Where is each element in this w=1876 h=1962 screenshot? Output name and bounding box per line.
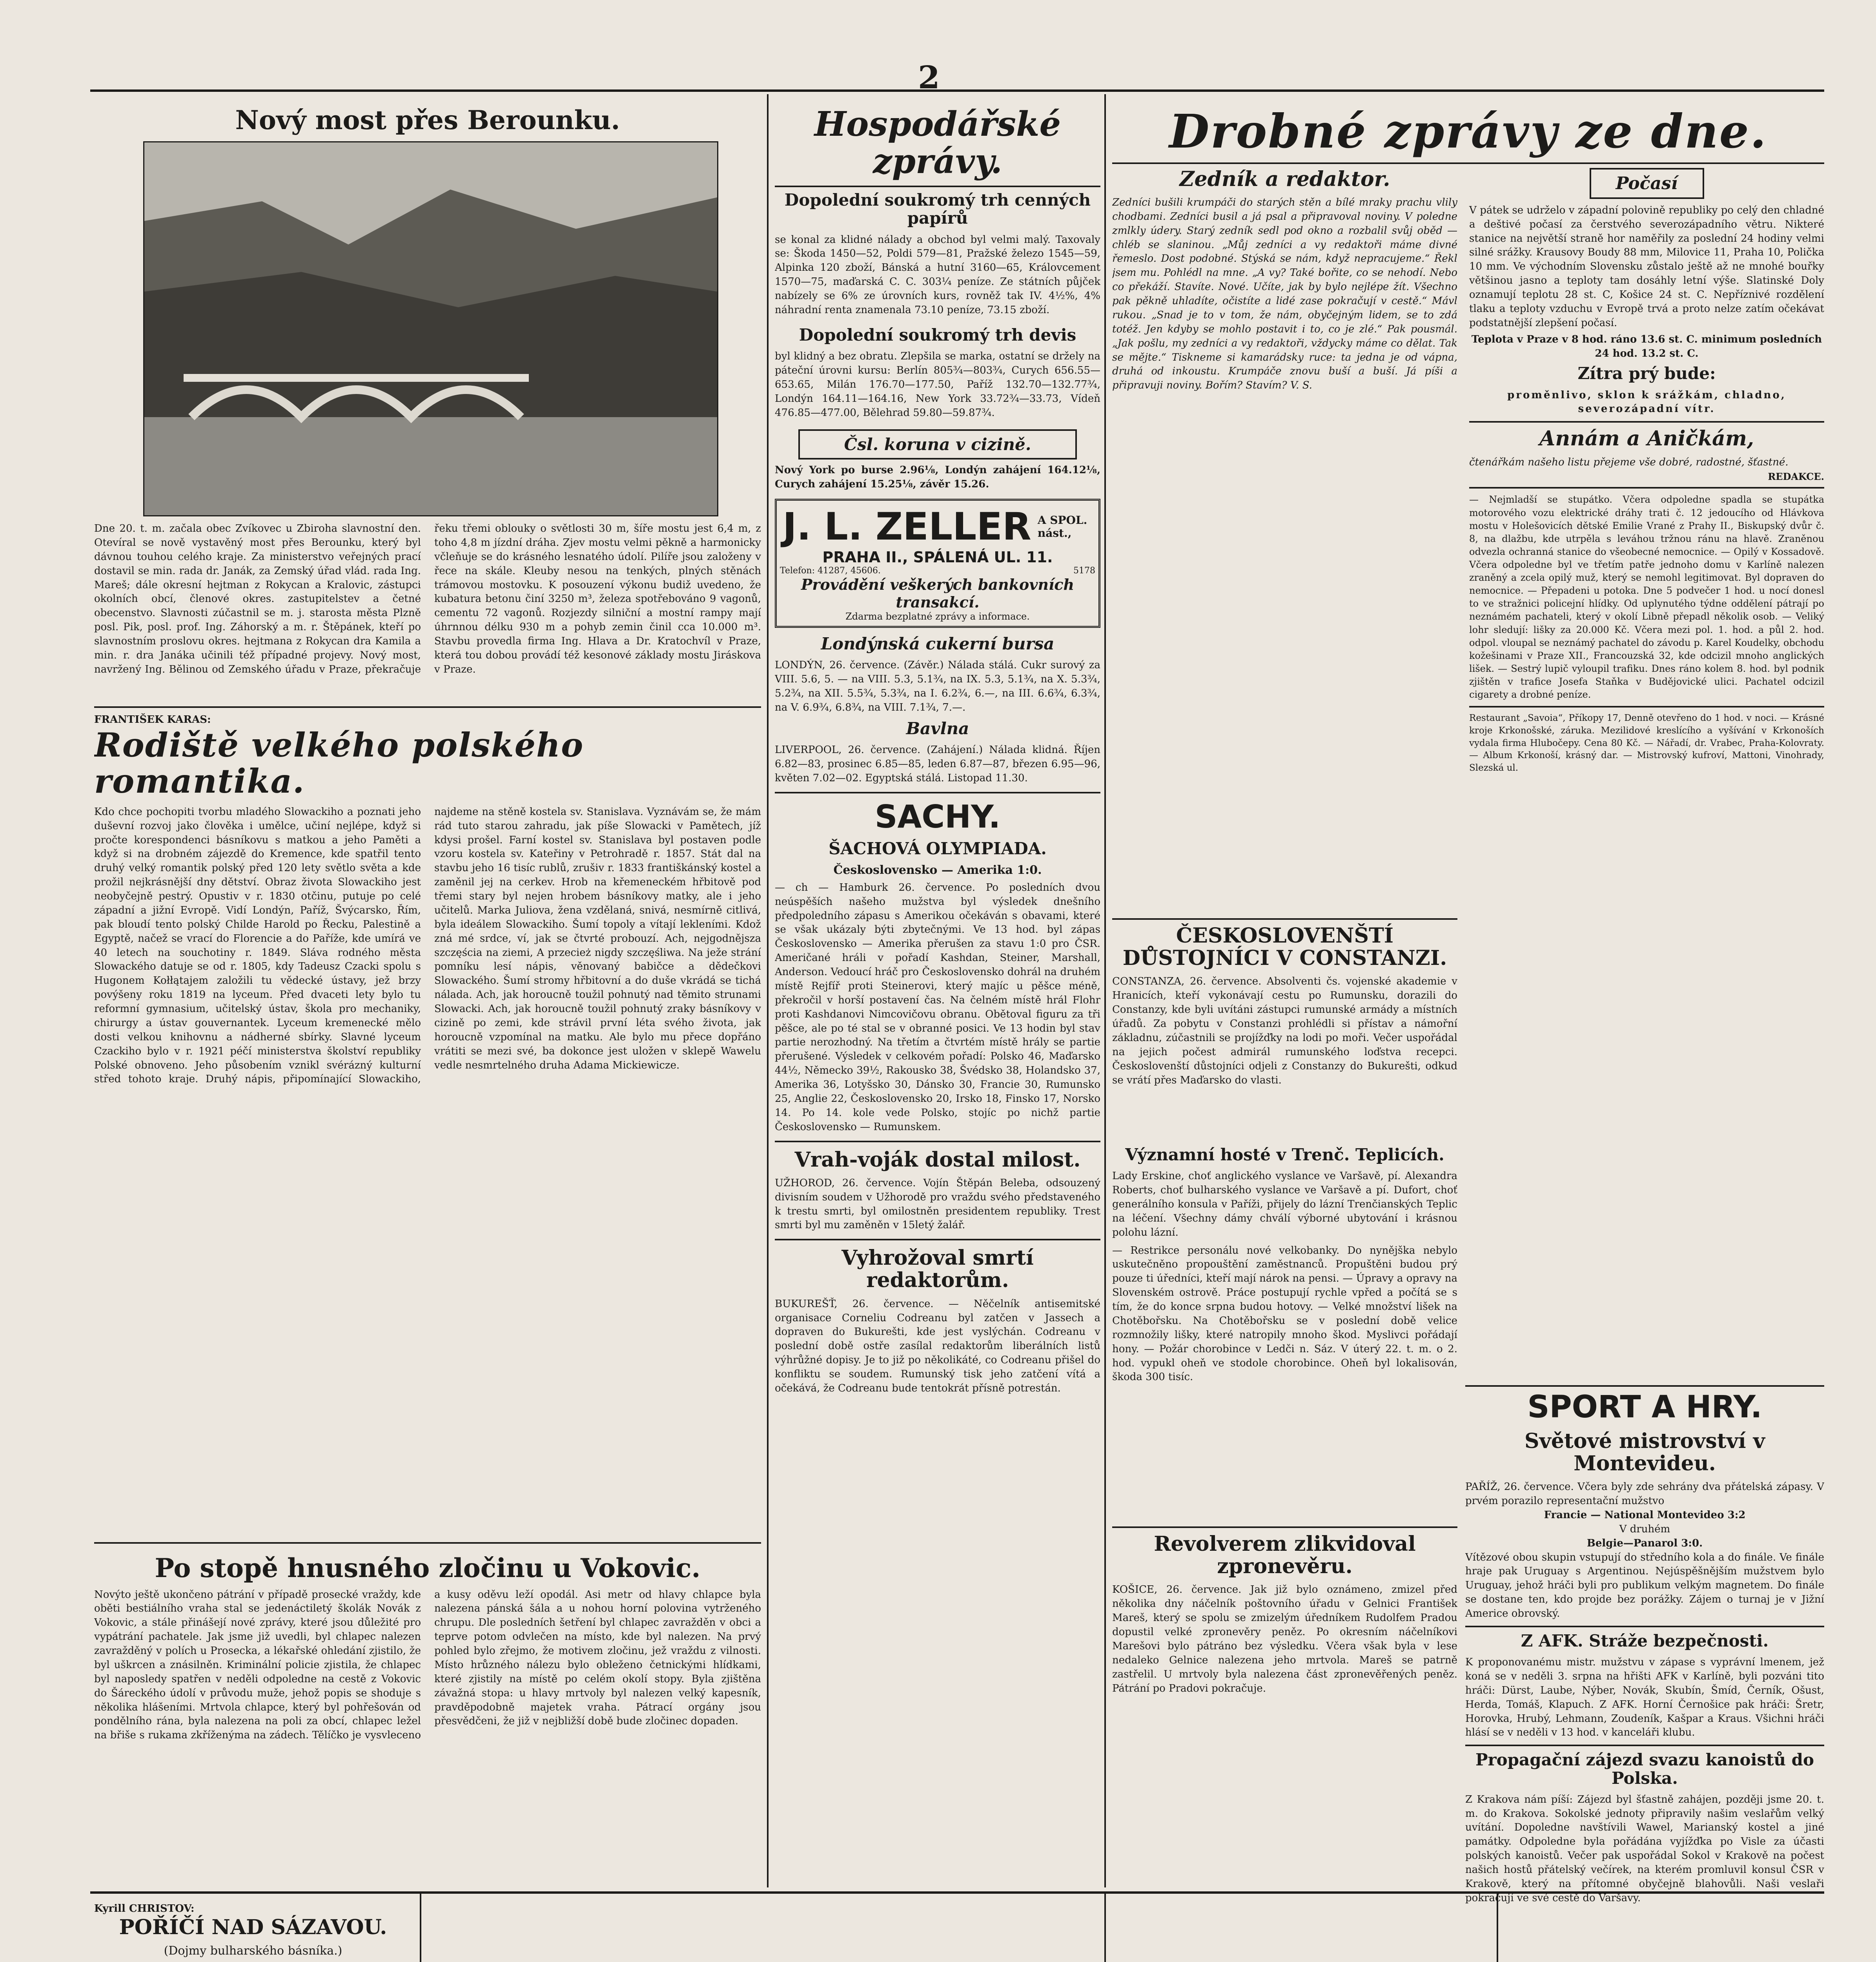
subheadline: Bavlna <box>906 718 969 738</box>
article-text: Dne 20. t. m. začala obec Zvíkovec u Zbiroha slavnostní den. Otevíral se nově vystavěný most přes Berounku, který byl dávnou touhou celého kraje. Za ministerstvo veřejných prací dostavil se min. rada dr. Janák, za Zemský úřad vlád. rada Ing. Mareš; dále okresní hejtman z Rokycan a Kralovic, zástupci okolních obcí, členové okres. zastupitelstev a četné obecenstvo. Slavnosti zúčastnil se m. j. starosta města Plzně posl. Pik, posl. prof. Ing. Záhorský a m. r. Štěpánek, kteří po slavnostním proslovu okres. hejtmana z Rokycan dra Kamila a min. r. dra Janáka učinili též případné projevy. Nový most, navržený Ing. Bělinou od Zemského úřadu v Praze, překračuje řeku třemi oblouky o světlosti 30 m, šíře mostu jest 6,4 m, z toho 4,8 m jízdní dráha. Zjev mostu velmi pěkně a harmonicky včleňuje se do krásného lesnatého údolí. Pilíře jsou založeny v řece na skále. Kleuby nesou na tenkých, plných stěnách trámovou mostovku. K posouzení výkonu budiž uvedeno, že kubatura betonu činí 3250 m³, železa spotřebováno 9 vagonů, cementu 72 vagonů. Rozjezdy silniční a mostní rampy mají úhrnnou délku 930 m a pohyb zemin činil cca 10.000 m³. Stavbu provedla firma Ing. Hlava a Dr. Kratochvíl v Praze, která tou dobou provádí též kesonové základy mostu Jiráskova v Praze. <box>94 523 761 675</box>
section-rule <box>1465 1745 1824 1746</box>
article-text: LONDÝN, 26. července. (Závěr.) Nálada stálá. Cukr surový za VIII. 5.6, 5. — na VIII. 5.3, 5.1¾, na IX. 5.3, 5.1¾, na X. 5.3¾, 5.2¾, na XII. 5.5¾, 5.3¾, na I. 6.2¾, 6.—, na III. 6.6¾, 6.3¾, na V. 6.9¾, 6.8¾, na VIII. 7.1¾, 7.—. <box>775 659 1100 713</box>
zeller-phone: Telefon: 41287, 45606. <box>780 566 881 576</box>
article-text: čtenářkám našeho listu přejeme vše dobré, radostné, šťastné. <box>1469 456 1789 468</box>
section-title: Hospodářské zprávy. <box>814 106 1061 181</box>
headline: Významní hosté v Trenč. Teplicích. <box>1125 1146 1444 1164</box>
zeller-address: PRAHA II., SPÁLENÁ UL. 11. <box>822 549 1053 566</box>
subheadline: ŠACHOVÁ OLYMPIADA. <box>829 839 1047 858</box>
section-rule <box>775 1239 1100 1240</box>
zeller-note: Zdarma bezplatné zprávy a informace. <box>845 611 1030 622</box>
zeller-name: J. L. ZELLER <box>783 505 1031 549</box>
subheadline: Zítra prý bude: <box>1577 364 1716 383</box>
article-text: Zedníci bušili krumpáči do starých stěn a bílé mraky prachu vlily chodbami. Zedníci busil a já psal a připravoval noviny. V poledne zmlkly údery. Starý zedník sedl pod okno a rozbalil svůj oběd — chléb se slaninou. „Můj zedníci a vy redaktoři máme divné řemeslo. Dost podobné. Stýská se nám, když nepracujeme.“ Řekl jsem mu. Pohlédl na mne. „A vy? Také bořite, co se nehodí. Nebo co překáží. Stavíte. Nové. Učíte, jak by bylo nejlépe žít. Všechno pak pěkně uhladíte, očistíte a lidé zase pokračují v cestě.“ Mávl rukou. „Snad je to v tom, že nám, obyčejným lidem, se to zdá totéž. Jen kdyby se mohlo postavit i to, co je zlé.“ Pak pousmál. „Jak pošlu, my zedníci a vy redaktoři, vždycky máme co dělat. Tak se mějte.“ Tiskneme si kamarádsky ruce: ta jedna je od vápna, druhá od inkoustu. Krumpáče znovu buší a buší. Já píši a připravuji noviny. Bořím? Stavím? V. S. <box>1112 196 1457 392</box>
article-text: Kdo chce pochopiti tvorbu mladého Slowackiho a poznati jeho duševní rozvoj jako člověka i umělce, učiní nejlépe, když si pročte korespondenci básníkovu s matkou a jeho Paměti a když si na drobném zájezdě do Kremence, kde spatřil tento druhý velký romantik polský před 120 lety světlo světa a kde prožil nejkrásnější dny dětství. Obraz života Slowackiho jest neobyčejně pestrý. Opustiv v r. 1830 otčinu, putuje po celé západní a jižní Evropě. Vidí Londýn, Paříž, Švýcarsko, Řím, pak bloudí tento polský Childe Harold po Řecku, Palestině a Egyptě, načež se vrací do Florencie a do Paříže, kde umírá ve 40 letech na souchotiny r. 1849. Sláva rodného města Slowackého datuje se od r. 1805, kdy Tadeusz Czacki spolu s Hugonem Kołłątajem založili tu vědecké ústavy, jež brzy povýšeny roku 1819 na lyceum. Před dvaceti lety bylo tu reformní gymnasium, učitelský ústav, škola pro mechaniky, chirurgy a ústav gouvernantek. Lyceum kremenecké mělo dosti velkou knihovnu a nádherné sbírky. Slavné lyceum Czackiho bylo v r. 1921 péčí ministerstva školství republiky Polské obnoveno. Jeho působením vznikl svérázný kulturní střed tohoto kraje. Druhý nápis, připomínající Slowackiho, najdeme na stěně kostela sv. Stanislava. Vyznávám se, že mám rád tuto starou zahradu, jak píše Slowacki v Pamětech, jíž kdysi prošel. Farní kostel sv. Stanislava byl postaven podle vzoru kostela sv. Kateřiny v Petrohradě r. 1857. Stát dal na stavbu jeho 16 tisíc rublů, zrušiv r. 1833 františkánský kostel a zaměnil jej na cerkev. Hrob na křemeneckém hřbitově pod třemi stary byl nejen hrobem básníkovy matky, ale i jeho učitelů. Marka Juliova, žena vzdělaná, snivá, nesmírně citlivá, byla ideálem Slowackiho. Šumí topoly a vítají lekleními. Kdož zná mé srdce, ví, jak se čtvrté probouzí. Ach, nejgodnějsza szczęścia na ziemi, A przecież nigdy szczęśliwa. Na ježe strání pomníku lesí nápis, věnovaný babičce a dědečkovi Slowackého. Šumí stromy hřbitovní a do duše vkrádá se tichá nálada. Ach, jak horoucně toužil pohnutý nad těmito strunami Slowacki. Ach, jak horoucně toužil pohnutý zraky básníkovy v cizině po zemi, kde strávil první léta svého života, jak horoucně vzpomínal na matku. Ale bylo mu přece dopřáno vrátiti se mezi své, ba dokonce jest uložen v sklepě Wawelu vedle nesmrtelného druha Adama Mickiewicze. <box>94 806 761 1085</box>
news-text: — Nejmladší se stupátko. Včera odpoledne spadla se stupátka motorového vozu elektrické dráhy trati č. 12 jedoucího od Hlávkova mostu v Holešovicích dětské Emilie Vrané z Prahy II., Biskupský dvůr č. 8, na dlažbu, kde utrpěla s leváhou tržnou ránu na hlavě. Zraněnou odvezla ochranná stanice do všeobecné nemocnice. — Opilý v Kossadově. Včera odpoledne byl ve třetím patře jednoho domu v Karlíně nalezen zraněný a zcela opilý muž, který se nemohl legitimovat. Byl dopraven do nemocnice. — Přepadeni u potoka. Dne 5 podvečer 1 hod. u nocí donesl to ve stražnici policejní hlídky. Od uplynutého týdne oddělení pátrají po neznámém pachateli, který v okolí Libně přepadl několik osob. — Veliký lohr sledují: lišky za 20.000 Kč. Včera mezi pol. 1. hod. a půl 2. hod. odpol. vloupal se neznámý pachatel do závodu p. Karel Koudelky, obchodu kožešinami v Praze XII., Francouzská 32, kde odcizil mnoho anglických lišek. — Sestrý lupič vyloupil trafiku. Dnes ráno kolem 8. hod. byl podnik zjištěn v trafice Josefa Staňka v Budějovické ulici. Pachatel odcizil cigarety a drobné peníze. <box>1469 494 1824 700</box>
section-rule <box>1465 1385 1824 1387</box>
zeller-suffix: A SPOL. nást., <box>1037 514 1087 540</box>
headline: SACHY. <box>874 798 1001 835</box>
article-text: Novýto ještě ukončeno pátrání v případě prosecké vraždy, kde oběti bestiálního vraha stal se jedenáctiletý školák Novák z Vokovic, a stále přinášejí nové zprávy, které jsou důležité pro vypátrání pachatele. Jak jsme již uvedli, byl chlapec nalezen zavražděný v polích u Prosecka, a lékařské ohledání zjistilo, že byl uškrcen a znásilněn. Kriminální policie zjistila, že chlapec byl naposledy spatřen v neděli odpoledne na cestě z Vokovic do Šáreckého údolí v průvodu muže, jehož popis se shoduje s několika hlášeními. Mrtvola chlapce, který byl pohřešován od pondělního rána, byla nalezena na poli za obcí, chlapec ležel na břiše s rukama zkříženýma na zádech. Tělíčko je vysvleceno a kusy oděvu leží opodál. Asi metr od hlavy chlapce byla nalezena pánská šála a u nohou horní polovina vytrženého chrupu. Dle posledních šetření byl chlapec zavražděn v obci a teprve potom odvlečen na místo, kde byl nalezen. Na prvý pohled bylo zřejmo, že motivem zločinu, jež vraždu z vilnosti. Místo hrůzného nálezu bylo obleženo četnickými hlídkami, které zjistily na místě po celém okolí stopy. Byla zjištěna závažná stopa: u hlavy mrtvoly byl nalezen velký kapesník, pravděpodobně majetek vraha. Pátrací orgány jsou přesvědčeni, že již v nejbližší době bude zločinec dopaden. <box>94 1588 761 1741</box>
section-rule <box>1469 706 1824 707</box>
article-text: Lady Erskine, choť anglického vyslance ve Varšavě, pí. Alexandra Roberts, choť bulharského vyslance ve Varšavě a pí. Dufort, choť generálního konsula v Paříži, přijely do lázní Trenčianských Teplic na léčení. Všechny dámy chválí výborné ubytování i krásnou polohu lázní. <box>1112 1170 1457 1238</box>
article-revolver <box>1112 1526 1457 1887</box>
headline: Nový most přes Berounku. <box>235 106 620 135</box>
column-divider <box>1104 94 1106 1887</box>
author-byline: FRANTIŠEK KARAS: <box>94 714 211 726</box>
zeller-tagline: Provádění veškerých bankovních transakcí. <box>801 576 1075 611</box>
author-byline: Kyrill CHRISTOV: <box>94 1903 195 1915</box>
section-rule <box>1112 1526 1457 1528</box>
article-vokovice <box>94 1554 761 1887</box>
bridge-photo <box>143 141 718 516</box>
headline: POŘÍČÍ NAD SÁZAVOU. <box>119 1915 387 1939</box>
article-text: — ch — Hamburk 26. července. Po posledních dvou neúspěších našeho mužstva byl výsledek dnešního předpoledního zápasu s Amerikou očekáván s obavami, které se však ukázaly býti zbytečnými. Ve 13 hod. byl zápas Československo — Amerika přerušen za stavu 1:0 pro ČSR. Američané hráli v pořadí Kashdan, Steiner, Marshall, Anderson. Vedoucí hráč pro Československo dohrál na druhém místě Rejfíř proti Steinerovi, který majíc u pěšce méně, překročil v horší postavení čas. Na čelném místě hrál Flohr proti Kashdanovi Nimcovičovu obranu. Obětoval figuru za tři pěšce, ale po té stal se v obranné posici. Ve 13 hodin byl stav partie nerozhodný. Na třetím a čtvrtém místě hrály se partie přerušené. Výsledek v celkovém pořadí: Polsko 46, Maďarsko 44½, Německo 39½, Rakousko 38, Švédsko 38, Holandsko 37, Amerika 36, Lotyšsko 30, Dánsko 30, Francie 30, Rumunsko 25, Anglie 22, Československo 20, Irsko 18, Finsko 17, Norsko 14. Po 14. kole vede Polsko, stojíc po nichž partie Československo — Rumunskem. <box>775 881 1100 1133</box>
article-text: Vítězové obou skupin vstupují do středního kola a do finále. Ve finále hraje pak Uruguay s Argentinou. Nejúspěšnějším mužstvem bylo Uruguay, jehož hráči byli pro publikum velkým magnetem. Do finále se dostane ten, kdo projde bez porážky. Zájem o turnaj je v Jižní Americe obrovský. <box>1465 1551 1824 1620</box>
section-sport <box>1465 1385 1824 1962</box>
drobne-columns <box>1112 168 1824 775</box>
section-rule <box>775 1141 1100 1142</box>
column-divider <box>767 94 769 1887</box>
section-rule <box>94 1542 761 1544</box>
drobne-left-column <box>1112 168 1457 775</box>
zeller-header <box>780 505 1095 549</box>
zeller-ad <box>775 499 1100 628</box>
subheadline: Londýnská cukerní bursa <box>821 634 1055 654</box>
article-text: CONSTANZA, 26. července. Absolventi čs. vojenské akademie v Hranicích, kteří vykonávají cestu po Rumunsku, dorazili do Constanzy, kde byli uvítáni zástupci rumunské armády a místních úřadů. Za pobytu v Constanzi prohlédli si přístav a námořní základnu, zúčastnili se projížďky na lodi po moři. Večer uspořádal na jejich počest admirál rumunského loďstva recepci. Českoslovenští důstojníci odjeli z Constanzy do Bukurešti, odkud se vrátí přes Maďarsko do vlasti. <box>1112 976 1457 1086</box>
article-text: byl klidný a bez obratu. Zlepšila se marka, ostatní se držely na páteční úrovni kursu: Berlín 805¾—803¾, Curych 656.55—653.65, Milán 176.70—177.50, Paříž 132.70—132.77¾, Londýn 164.11—164.16, New York 33.72¾—33.73, Vídeň 476.85—477.00, Bělehrad 59.80—59.87¾. <box>775 350 1100 419</box>
headline: Zedník a redaktor. <box>1179 167 1390 191</box>
headline: ČESKOSLOVENŠTÍ DŮSTOJNÍCI V CONSTANZI. <box>1122 924 1447 970</box>
headline: Revolverem zlikvidoval zpronevěru. <box>1154 1532 1416 1579</box>
forecast-text: proměnlivo, sklon k srážkám, chladno, severozápadní vítr. <box>1507 389 1786 415</box>
article-text: V pátek se udrželo v západní polovině republiky po celý den chladné a deštivé počasí za čerstvého severozápadního větru. Nikteré stanice na největší straně hor naměřily za poslední 24 hodiny velmi silné srážky. Krausovy Boudy 88 mm, Milovice 11, Praha 10, Polička 10 mm. Ve východním Slovensku zůstalo ještě až ne mnohé bouřky většinou jasno a teploty tam dosáhly letní výše. Slatinské Doly oznamují teplotu 28 st. C, Košice 24 st. C. Nepříznivé rozdělení tlaku a teploty vzduchu v Evropě trvá a proto nelze zatím očekávat podstatnější zlepšení počasí. <box>1469 204 1824 329</box>
section-title: SPORT A HRY. <box>1527 1389 1762 1425</box>
bridge-illustration <box>144 142 717 515</box>
section-rule <box>1112 918 1457 920</box>
article-text: Nový York po burse 2.96⅛, Londýn zahájení 164.12⅛, Curych zahájení 15.25⅛, závěr 15.26. <box>775 464 1100 491</box>
headline: Annám a Aničkám, <box>1539 427 1754 451</box>
article-text: BUKUREŠŤ, 26. července. — Něčelník antisemitské organisace Corneliu Codreanu byl zatčen v Jassech a dopraven do Bukurešti, kde jest vyslýchán. Codreanu v poslední době ostře zasílal redaktorům liberálních listů výhrůžné dopisy. Je to již po několikáté, co Codreanu přišel do konfliktu se soudem. Rumunský tisk jeho zatčení vítá a očekává, že Codreanu bude tentokrát přísně potrestán. <box>775 1298 1100 1394</box>
headline: Z AFK. Stráže bezpečnosti. <box>1521 1631 1769 1650</box>
article-text: K proponovanému mistr. mužstvu v zápase s vyprávní lmenem, jež koná se v neděli 3. srpna na hřišti AFK v Karlíně, byli pozváni tito hráči: Dürst, Laube, Nýber, Novák, Skubín, Šmíd, Černík, Ošust, Herda, Tomáš, Klapuch. Z AFK. Horní Černošice pak hráči: Šretr, Horovka, Hrubý, Lehmann, Zoudeník, Kašpar a Kraus. Všichni hráči hlásí se v neděli v 13 hod. v kanceláři klubu. <box>1465 1656 1824 1739</box>
headline: Rodiště velkého polského romantika. <box>94 726 584 801</box>
article-text: se konal za klidné nálady a obchod byl velmi malý. Taxovaly se: Škoda 1450—52, Poldi 579—81, Pražské železo 1545—59, Alpinka 120 zboží, Bánská a hutní 3160—65, Královcement 1570—75, maďarská C. C. 303¼ peníze. Ze státních půjček nabízely se 6% ze úrovních kurs, rovněž tak IV. 4½%, 4% náhradní renta znamenala 73.10 peníze, 73.15 zboží. <box>775 233 1100 316</box>
section-rule <box>775 186 1100 187</box>
article-text: KOŠICE, 26. července. Jak již bylo oznámeno, zmizel před několika dny náčelník poštovního úřadu v Gelnici František Mareš, který se spolu se zmizelým úředníkem Rudolfem Pradou dopustil velké zpronevěry peněz. Po okresním náčelníkovi Marešovi bylo pátráno bez výsledku. Včera však byla v lese nedaleko Gelnice nalezena jeho mrtvola. Mareš se patrně zastřelil. U mrtvoly byla nalezena část zpronevěřených peněz. Pátrání po Pradovi pokračuje. <box>1112 1584 1457 1694</box>
section-rule <box>1112 162 1824 164</box>
pocasi-box: Počasí <box>1590 168 1704 199</box>
section-drobne <box>1112 106 1824 1020</box>
short-news: — Restrikce personálu nové velkobanky. Do nynějška nebylo uskutečněno propouštění zaměstnanců. Propuštěni budou prý pouze ti úředníci, kteří mají nárok na pensi. — Úpravy a opravy na Slovenském ostrově. Práce postupují rychle vpřed a počítá se s tím, že do konce srpna budou hotovy. — Velké množství lišek na Chotěbořsku. Na Chotěbořsku se v poslední době velice rozmnožily lišky, které natropily mnoho škod. Myslivci pořádají hony. — Požár chorobince v Ledči n. Sáz. V úterý 22. t. m. o 2. hod. vypukl oheň ve stodole chorobince. Oheň byl lokalisován, škoda 300 tisíc. <box>1112 1244 1457 1383</box>
article-karas <box>94 712 761 1540</box>
section-rule <box>1465 1626 1824 1627</box>
article-text: Z Krakova nám píší: Zájezd byl šťastně zahájen, později jsme 20. t. m. do Krakova. Sokolské jednoty připravily našim veslařům velký uvítání. Dopoledne navštívili Wawel, Marianský kostel a jiné památky. Odpoledne byla pořádána vyjížďka po Visle za účasti polských kanoistů. Večer pak uspořádal Sokol v Krakově na počest našich hostů přátelský večírek, na kterém promluvil konsul ČSR v Krakově, který na přítomné obyčejně blahovůli. Naši veslaři pokračují ve své cestě do Varšavy. <box>1465 1793 1824 1904</box>
subheadline: Dopolední soukromý trh devis <box>799 325 1076 345</box>
section-rule <box>775 792 1100 793</box>
drobne-right-column <box>1469 168 1824 775</box>
article-dustojnici <box>1112 918 1457 1142</box>
headline: Světové mistrovství v Montevideu. <box>1524 1429 1765 1475</box>
article-text: PAŘÍŽ, 26. července. Včera byly zde sehrány dva přátelská zápasy. V prvém porazilo representační mužstvo <box>1465 1481 1824 1507</box>
article-text: UŽHOROD, 26. července. Vojín Štěpán Beleba, odsouzený divisním soudem v Užhorodě pro vraždu svého představeného k trestu smrti, byl omilostněn presidentem republiky. Trest smrti byl mu zaměněn v 15letý žalář. <box>775 1177 1100 1231</box>
article-porici <box>94 1901 1491 1962</box>
article-most <box>94 106 761 702</box>
headline: Vrah-voják dostal milost. <box>794 1147 1081 1172</box>
score-line: Francie — National Montevideo 3:2 <box>1544 1509 1746 1521</box>
porici-heading <box>94 1901 412 1962</box>
top-rule <box>90 89 1824 92</box>
headline: Propagační zájezd svazu kanoistů do Polska. <box>1475 1750 1814 1788</box>
subheadline: Dopolední soukromý trh cenných papírů <box>784 190 1091 228</box>
temperature-note: Teplota v Praze v 8 hod. ráno 13.6 st. C. minimum posledních 24 hod. 13.2 st. C. <box>1471 333 1822 359</box>
headline: Po stopě hnusného zločinu u Vokovic. <box>155 1554 701 1583</box>
subtitle: (Dojmy bulharského básníka.) <box>164 1944 342 1958</box>
signature: REDAKCE. <box>1768 471 1824 483</box>
article-text: LIVERPOOL, 26. července. (Zahájení.) Nálada klidná. Říjen 6.82—83, prosinec 6.85—85, leden 6.87—87, březen 6.95—96, květen 7.02—02. Egyptská stálá. Listopad 11.30. <box>775 744 1100 784</box>
score-connector: V druhém <box>1619 1523 1670 1535</box>
section-rule <box>1469 487 1824 489</box>
ads-text: Restaurant „Savoia“, Příkopy 17, Denně otevřeno do 1 hod. v noci. — Krásné kroje Krkonošské, záruka. Mezilidové kreslícího a vyšívání v Krkonoších vydala firma Hlubočepy. Cena 80 Kč. — Nářadí, dr. Vrabec, Praha-Kolovraty. — Album Krkonoší, krásný dar. — Mistrovský kufroví, Mattoni, Vinohrady, Slezská ul. <box>1469 713 1824 773</box>
koruna-box: Čsl. koruna v cizině. <box>798 429 1077 460</box>
page-number: 2 <box>918 59 940 96</box>
lead: Československo — Amerika 1:0. <box>833 863 1042 877</box>
column-hospodarske <box>775 106 1100 1887</box>
score-line: Belgie—Panarol 3:0. <box>1586 1537 1703 1549</box>
section-rule <box>1469 421 1824 423</box>
section-title: Drobné zprávy ze dne. <box>1169 106 1767 159</box>
zeller-number: 5178 <box>1073 566 1095 576</box>
section-rule <box>94 706 761 708</box>
headline: Vyhrožoval smrtí redaktorům. <box>841 1246 1034 1293</box>
article-hoste <box>1112 1146 1457 1523</box>
zeller-phone-row <box>780 566 1095 576</box>
